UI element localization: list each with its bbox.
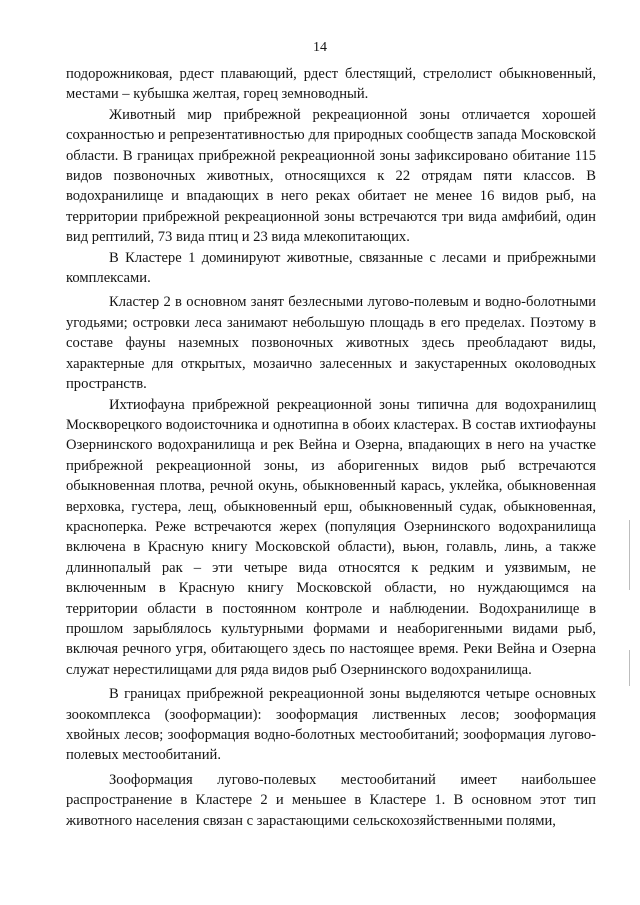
page-number: 14 xyxy=(313,40,327,55)
scan-edge-mark xyxy=(629,520,630,590)
paragraph-fauna-overview: Животный мир прибрежной рекреационной зоны отличается хорошей сохранностью и репрезентативностью для природных сообществ запада Московской области. В границах прибрежной рекреационной зоны зафиксировано обитание 115 видов позвоночных животных, относящихся к 22 отрядам пяти классов. В водохранилище и впадающих в него реках обитает не менее 16 видов рыб, на территории прибрежной рекреационной зоны встречаются три вида амфибий, один вид рептилий, 73 вида птиц и 23 вида млекопитающих. xyxy=(66,106,596,246)
scan-edge-mark xyxy=(629,650,630,686)
paragraph-cluster-2: Кластер 2 в основном занят безлесными лугово-полевым и водно-болотными угодьями; островки леса занимают небольшую площадь в его пределах. Поэтому в составе фауны наземных позвоночных животных здесь преобладают виды, характерные для открытых, мозаично залесенных и закустаренных околоводных пространств. xyxy=(66,294,596,393)
paragraph-zoocomplexes: В границах прибрежной рекреационной зоны выделяются четыре основных зоокомплекса (зооформации): зооформация лиственных лесов; зооформация хвойных лесов; зооформация водно-болотных местообитаний; зооформация лугово-полевых местообитаний. xyxy=(66,686,596,764)
paragraph-plant-list-continuation: подорожниковая, рдест плавающий, рдест блестящий, стрелолист обыкновенный, местами – кубышка желтая, горец земноводный. xyxy=(66,66,596,103)
body-text xyxy=(66,64,596,831)
paragraph-cluster-1: В Кластере 1 доминируют животные, связанные с лесами и прибрежными комплексами. xyxy=(66,249,596,287)
paragraph-meadow-field-zooformation: Зооформация лугово-полевых местообитаний имеет наибольшее распространение в Кластере 2 и меньшее в Кластере 1. В основном этот тип животного населения связан с зарастающими сельскохозяйственными полями, xyxy=(66,771,596,829)
paragraph-ichthyofauna: Ихтиофауна прибрежной рекреационной зоны типична для водохранилищ Москворецкого водоисточника и однотипна в обоих кластерах. В состав ихтиофауны Озернинского водохранилища и рек Вейна и Озерна, впадающих в него на участке прибрежной рекреационной зоны, из аборигенных видов рыб встречаются обыкновенная плотва, речной окунь, обыкновенный карась, уклейка, обыкновенная верховка, густера, лещ, обыкновенный ерш, обыкновенный судак, обыкновенная, красноперка. Реже встречаются жерех (популяция Озернинского водохранилища включена в Красную книгу Московской области), вьюн, голавль, линь, а также длиннопалый рак – эти четыре вида относятся к редким и уязвимым, не включенным в Красную книгу Московской области, но нуждающимся на территории области в постоянном контроле и наблюдении. Водохранилище в прошлом зарыблялось культурными формами и неаборигенными видами рыб, включая речного угря, обитающего здесь по настоящее время. Реки Вейна и Озерна служат нерестилищами для ряда видов рыб Озернинского водохранилища. xyxy=(66,396,596,678)
